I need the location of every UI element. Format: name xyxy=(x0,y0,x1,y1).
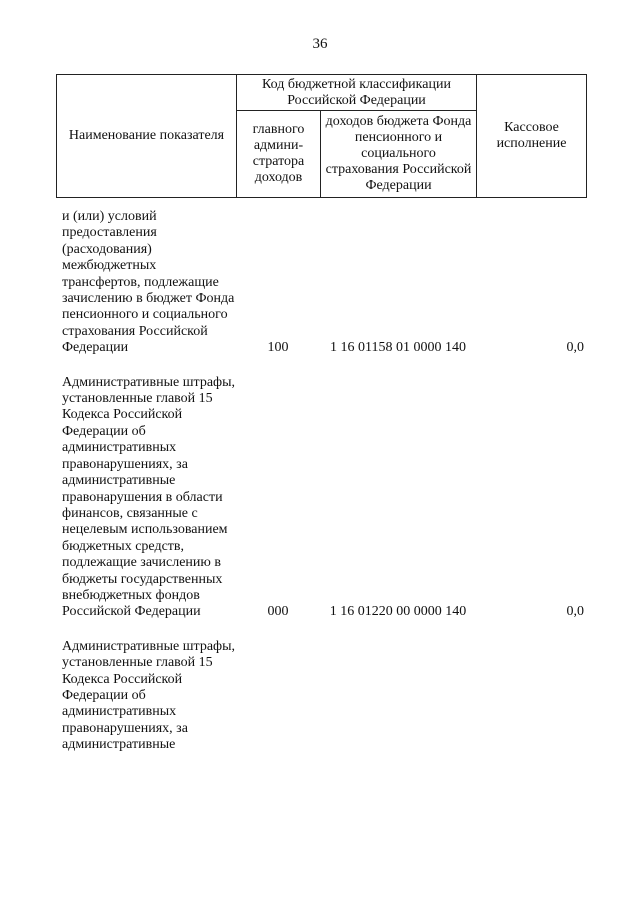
cash-execution-value: 0,0 xyxy=(566,340,584,356)
income-code: 1 16 01220 00 0000 140 xyxy=(329,604,467,620)
table-row xyxy=(56,209,586,357)
cash-execution-value: 0,0 xyxy=(566,604,584,620)
income-code: 1 16 01158 01 0000 140 xyxy=(330,340,466,356)
header-name-column: Наименование показателя xyxy=(57,75,237,198)
indicator-name: Административные штрафы, установленные главой 15 Кодекса Российской Федерации об административных правонарушениях, за административные правонарушения в области финансов, связанные с нецелевым использованием бюджетных средств, подлежащие зачислению в бюджеты государственных внебюджетных фондов Российской Федерации xyxy=(62,374,236,620)
row-spacer xyxy=(56,621,586,639)
header-cash-execution-column: Кассовое исполнение xyxy=(477,75,587,198)
row-spacer xyxy=(56,357,586,375)
table-row xyxy=(56,375,586,621)
admin-code: 000 xyxy=(267,604,289,620)
table-header xyxy=(56,74,587,198)
header-budget-income-column: доходов бюджета Фонда пенсионного и социального страхования Российской Федерации xyxy=(321,111,477,198)
indicator-name: и (или) условий предоставления (расходования) межбюджетных трансфертов, подлежащие зачислению в бюджет Фонда пенсионного и социального страхования Российской Федерации xyxy=(62,209,235,356)
page-number: 36 xyxy=(312,36,328,52)
indicator-name: Административные штрафы, установленные главой 15 Кодекса Российской Федерации об административных правонарушениях, за административные xyxy=(62,638,236,753)
admin-code: 100 xyxy=(267,340,289,356)
header-chief-administrator-column: главного админи-стратора доходов xyxy=(237,111,321,198)
table-row xyxy=(56,639,586,754)
table-body xyxy=(56,209,586,754)
header-classification-code-group: Код бюджетной классификации Российской Федерации xyxy=(237,75,477,111)
